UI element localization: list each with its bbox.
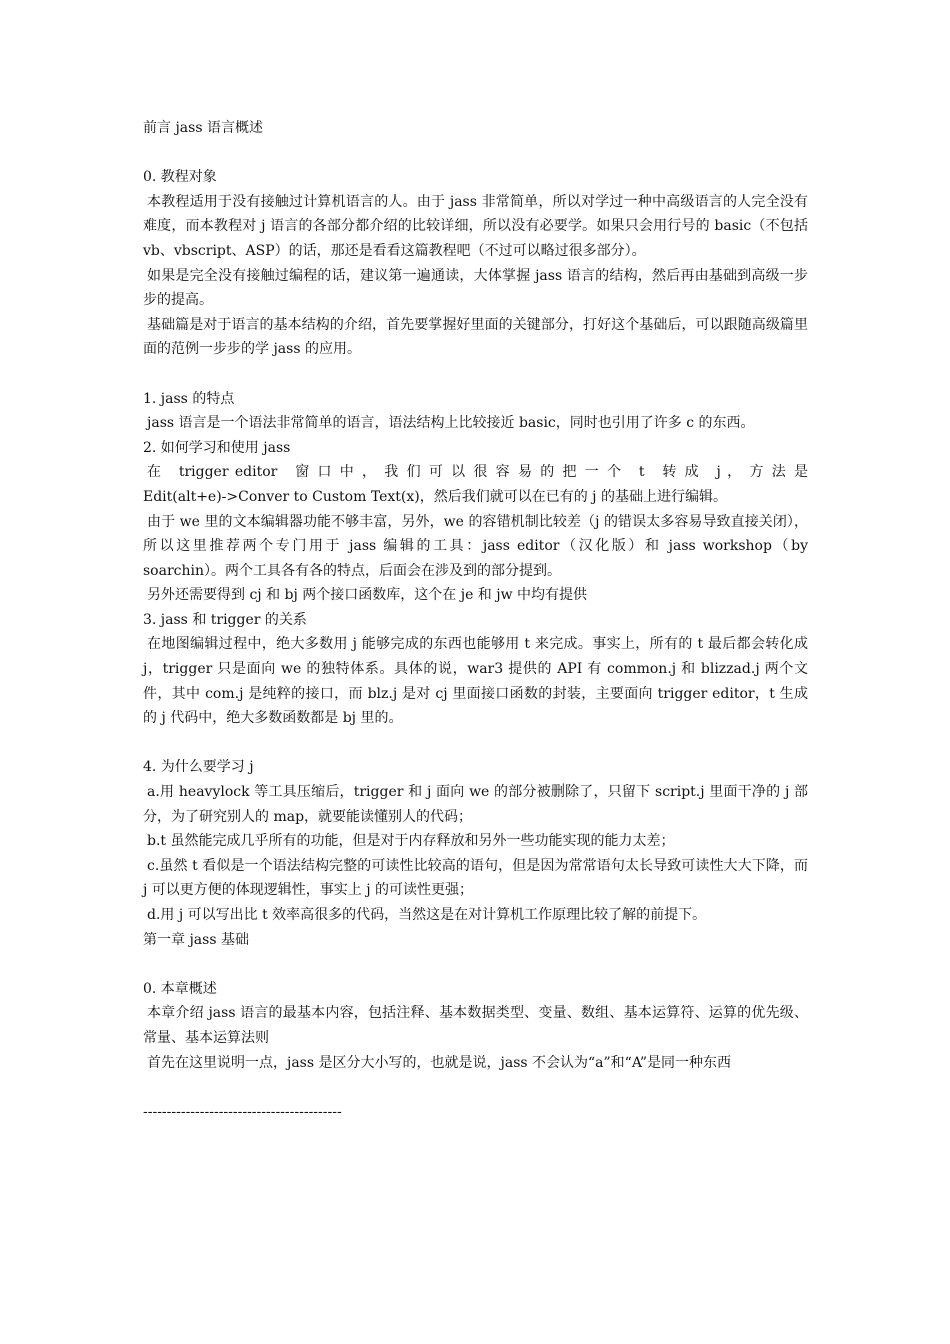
document-body bbox=[143, 116, 808, 1124]
chapter-1-section-0-paragraph-2: 首先在这里说明一点，jass 是区分大小写的，也就是说，jass 不会认为“a”和“A”是同一种东西 bbox=[147, 1054, 732, 1071]
spacer bbox=[143, 952, 808, 977]
section-2-paragraph-3: 另外还需要得到 cj 和 bj 两个接口函数库，这个在 je 和 jw 中均有提供 bbox=[147, 587, 588, 604]
section-3-paragraph-1: 在地图编辑过程中，绝大多数用 j 能够完成的东西也能够用 t 来完成。事实上，所有的 t 最后都会转化成 j，trigger 只是面向 we 的独特体系。具体的说，war3 提供的 API 有 common.j 和 blizzad.j 两个文件，其中 com.j 是纯粹的接口，而 blz.j 是对 cj 里面接口函数的封装，主要面向 trigger editor，t 生成的 j 代码中，绝大多数函数都是 bj 里的。 bbox=[143, 636, 808, 727]
section-2-paragraph-1-line-1: 在 trigger editor 窗 口 中 ， 我 们 可 以 很 容 易 的 把 一 个 t 转 成 j ， 方 法 是 bbox=[147, 464, 808, 481]
section-2-paragraph-1-line-2: Edit(alt+e)->Conver to Custom Text(x)，然后我们就可以在已有的 j 的基础上进行编辑。 bbox=[143, 488, 727, 505]
section-0-paragraph-3: 基础篇是对于语言的基本结构的介绍，首先要掌握好里面的关键部分，打好这个基础后，可以跟随高级篇里面的范例一步步的学 jass 的应用。 bbox=[143, 316, 808, 358]
section-4-item-d: d.用 j 可以写出比 t 效率高很多的代码，当然这是在对计算机工作原理比较了解的前提下。 bbox=[147, 907, 707, 923]
separator-line: ------------------------------------------ bbox=[143, 1103, 342, 1120]
spacer bbox=[143, 731, 808, 756]
chapter-1-section-0-paragraph-1: 本章介绍 jass 语言的最基本内容，包括注释、基本数据类型、变量、数组、基本运算符、运算的优先级、常量、基本运算法则 bbox=[143, 1005, 808, 1046]
chapter-1-title: 第一章 jass 基础 bbox=[143, 931, 249, 948]
section-1-heading: 1. jass 的特点 bbox=[143, 390, 235, 407]
section-0-heading: 0. 教程对象 bbox=[143, 169, 217, 186]
section-4-item-c: c.虽然 t 看似是一个语法结构完整的可读性比较高的语句，但是因为常常语句太长导致可读性大大下降，而 j 可以更方便的体现逻辑性，事实上 j 的可读性更强； bbox=[143, 857, 808, 899]
section-2-paragraph-2: 由于 we 里的文本编辑器功能不够丰富，另外，we 的容错机制比较差（j 的错误太多容易导致直接关闭），所以这里推荐两个专门用于 jass 编辑的工具：jass editor（汉化版）和 jass workshop（by soarchin）。两个工具各有各的特点，后面会在涉及到的部分提到。 bbox=[143, 513, 808, 579]
preface-title: 前言 jass 语言概述 bbox=[143, 120, 263, 136]
section-0-paragraph-2: 如果是完全没有接触过编程的话，建议第一遍通读，大体掌握 jass 语言的结构，然后再由基础到高级一步步的提高。 bbox=[143, 267, 808, 309]
section-3-heading: 3. jass 和 trigger 的关系 bbox=[143, 611, 307, 628]
section-4-item-a: a.用 heavylock 等工具压缩后，trigger 和 j 面向 we 的部分被删除了，只留下 script.j 里面干净的 j 部分，为了研究别人的 map，就要能读懂别人的代码； bbox=[143, 784, 808, 825]
section-2-heading: 2. 如何学习和使用 jass bbox=[143, 439, 291, 456]
section-4-heading: 4. 为什么要学习 j bbox=[143, 759, 254, 776]
spacer bbox=[143, 141, 808, 166]
spacer bbox=[143, 1075, 808, 1100]
section-4-item-b: b.t 虽然能完成几乎所有的功能，但是对于内存释放和另外一些功能实现的能力太差； bbox=[147, 833, 675, 850]
spacer bbox=[143, 362, 808, 387]
section-0-paragraph-1: 本教程适用于没有接触过计算机语言的人。由于 jass 非常简单，所以对学过一种中高级语言的人完全没有难度，而本教程对 j 语言的各部分都介绍的比较详细，所以没有必要学。如果只会用行号的 basic（不包括 vb、vbscript、ASP）的话，那还是看看这篇教程吧（不过可以略过很多部分）。 bbox=[143, 193, 808, 259]
section-1-paragraph-1: jass 语言是一个语法非常简单的语言，语法结构上比较接近 basic，同时也引用了许多 c 的东西。 bbox=[147, 415, 755, 432]
chapter-1-section-0-heading: 0. 本章概述 bbox=[143, 980, 217, 997]
